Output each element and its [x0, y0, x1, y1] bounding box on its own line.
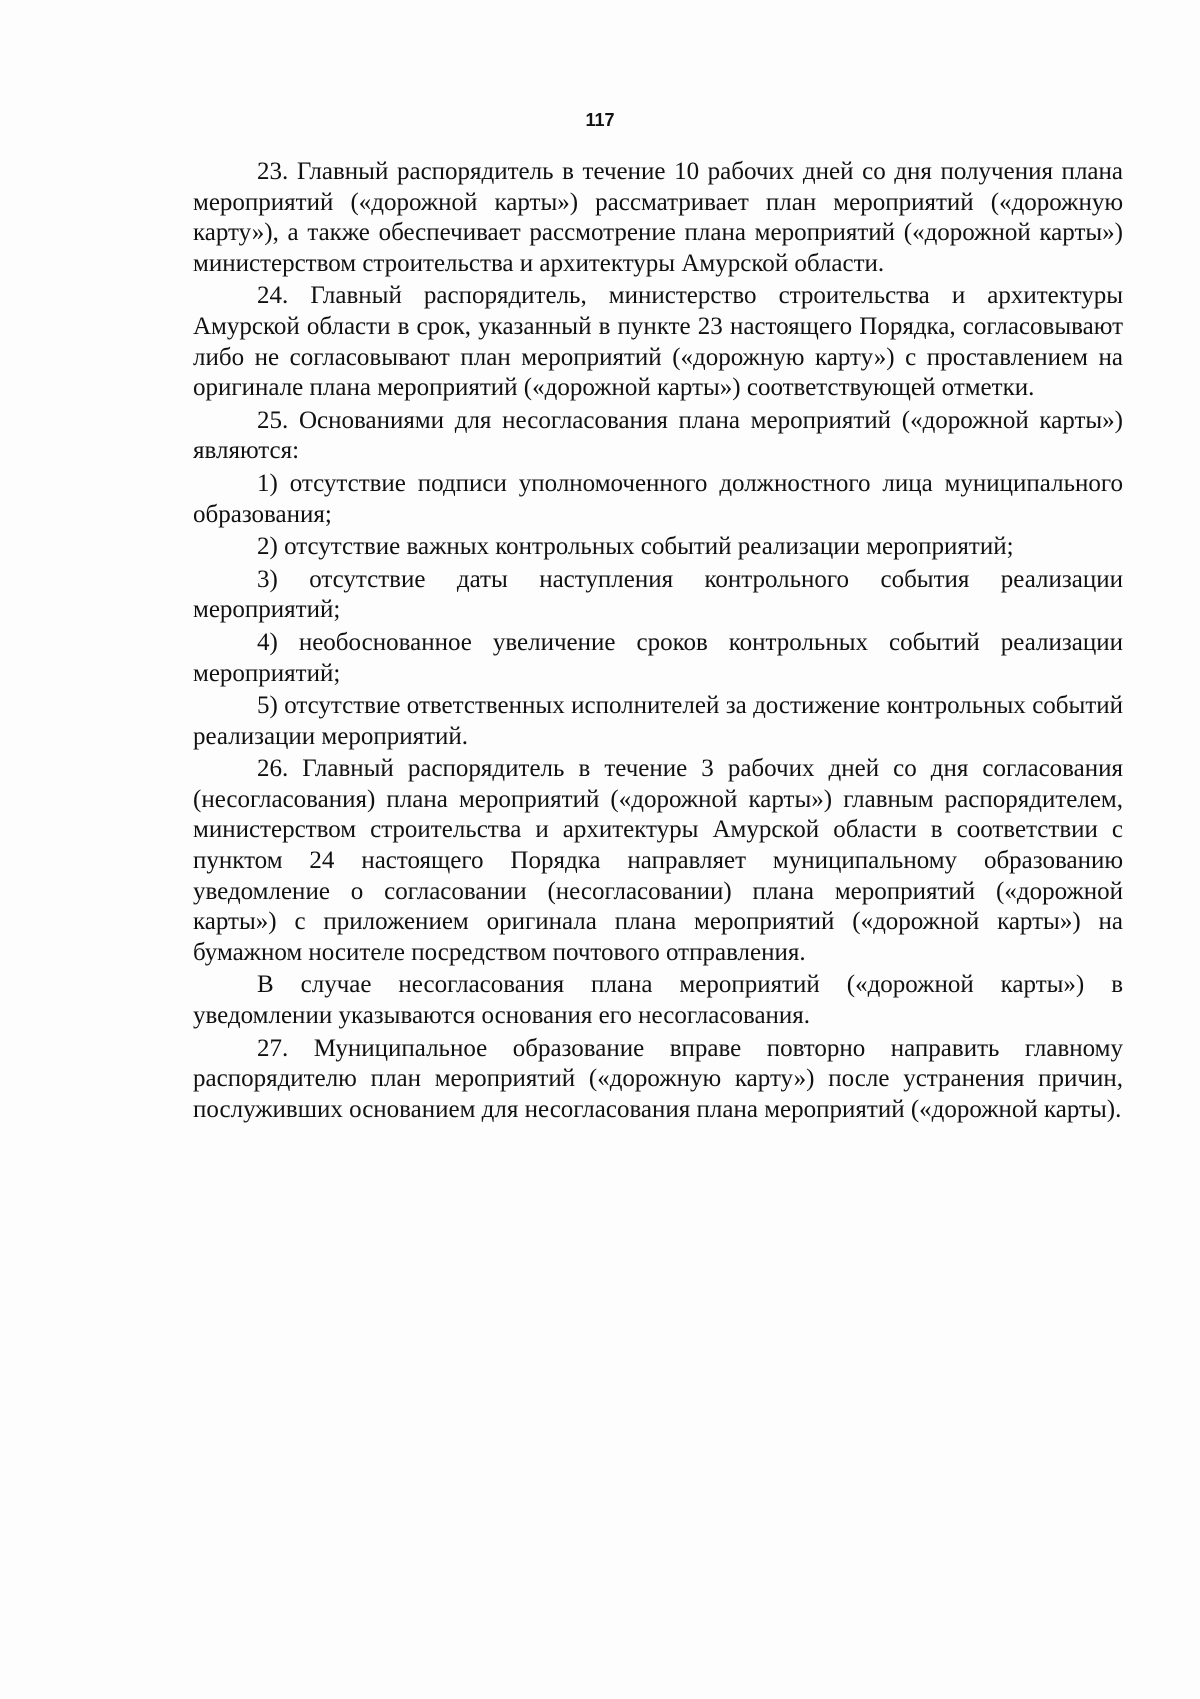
document-body [193, 157, 1123, 1125]
page-number: 117 [585, 110, 615, 130]
paragraph-26: 26. Главный распорядитель в течение 3 рабочих дней со дня согласования (несогласования) плана мероприятий («дорожной карты») главным распорядителем, министерством строительства и архитектуры Амурской области в соответствии с пунктом 24 настоящего Порядка направляет муниципальному образованию уведомление о согласовании (несогласовании) плана мероприятий («дорожной карты») с приложением оригинала плана мероприятий («дорожной карты») на бумажном носителе посредством почтового отправления. [193, 755, 1123, 966]
paragraph-23: 23. Главный распорядитель в течение 10 рабочих дней со дня получения плана мероприятий («дорожной карты») рассматривает план мероприятий («дорожную карту»), а также обеспечивает рассмотрение плана мероприятий («дорожной карты») министерством строительства и архитектуры Амурской области. [193, 158, 1123, 277]
paragraph-24: 24. Главный распорядитель, министерство строительства и архитектуры Амурской области в срок, указанный в пункте 23 настоящего Порядка, согласовывают либо не согласовывают план мероприятий («дорожную карту») с проставлением на оригинале плана мероприятий («дорожной карты») соответствующей отметки. [193, 282, 1123, 402]
paragraph-26-note: В случае несогласования плана мероприятий («дорожной карты») в уведомлении указываются основания его несогласования. [193, 971, 1123, 1030]
list-item-2: 2) отсутствие важных контрольных событий реализации мероприятий; [257, 533, 1014, 561]
list-item-5: 5) отсутствие ответственных исполнителей за достижение контрольных событий реализации мероприятий. [193, 692, 1123, 750]
paragraph-27: 27. Муниципальное образование вправе повторно направить главному распорядителю план мероприятий («дорожную карту») после устранения причин, послуживших основанием для несогласования плана мероприятий («дорожной карты). [193, 1034, 1123, 1123]
list-item-1: 1) отсутствие подписи уполномоченного должностного лица муниципального образования; [193, 469, 1123, 528]
list-item-4: 4) необоснованное увеличение сроков контрольных событий реализации мероприятий; [193, 628, 1123, 687]
list-item-3: 3) отсутствие даты наступления контрольного события реализации мероприятий; [193, 565, 1123, 624]
paragraph-25: 25. Основаниями для несогласования плана мероприятий («дорожной карты») являются: [193, 406, 1123, 465]
